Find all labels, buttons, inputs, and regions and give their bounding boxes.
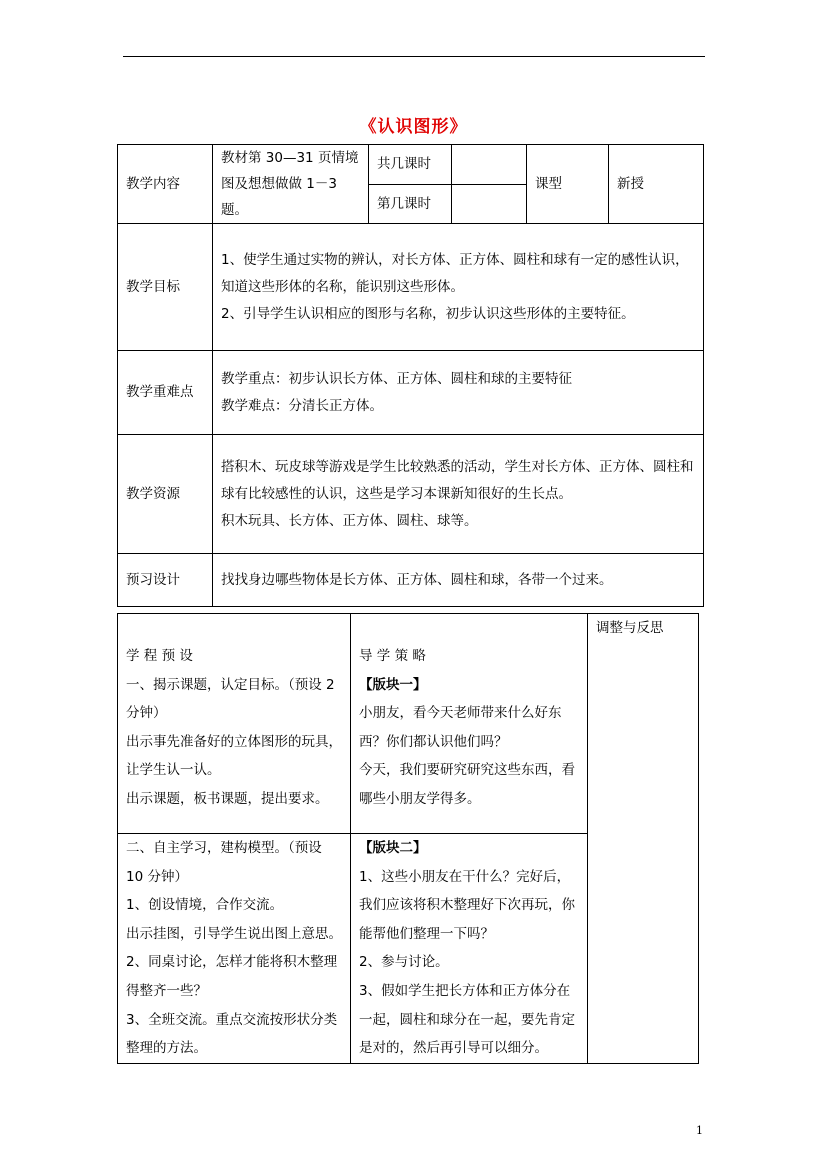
resources-cell [213, 435, 704, 554]
column-header: 导 学 策 略 [359, 648, 426, 664]
resources-label: 教学资源 [118, 435, 213, 554]
process-left-2 [118, 834, 351, 1064]
strategy-text: 3、假如学生把长方体和正方体分在一起，圆柱和球分在一起，要先肯定是对的，然后再引导可以细分。 [359, 982, 575, 1057]
block-heading: 【版块一】 [359, 676, 427, 693]
step-text: 出示挂图，引导学生说出图上意思。 [126, 925, 342, 942]
preview-label: 预习设计 [118, 554, 213, 607]
reflection-column [588, 614, 699, 1064]
content-text: 教材第 30—31 页情境图及想想做做 1－3 题。 [213, 145, 369, 224]
total-hours-label: 共几课时 [369, 145, 452, 185]
page-title: 《认识图形》 [359, 117, 468, 137]
goals-cell [213, 224, 704, 351]
column-header: 学 程 预 设 [126, 648, 193, 664]
strategy-text: 2、参与讨论。 [359, 954, 449, 971]
resource-item: 积木玩具、长方体、正方体、圆柱、球等。 [221, 512, 478, 529]
step-heading: 二、自主学习，建构模型。（预设 10 分钟） [126, 840, 322, 885]
resource-item: 搭积木、玩皮球等游戏是学生比较熟悉的活动，学生对长方体、正方体、圆柱和球有比较感性的认识，这些是学习本课新知很好的生长点。 [221, 458, 694, 502]
reflection-header: 调整与反思 [596, 620, 664, 636]
keypoints-cell [213, 351, 704, 435]
keypoint-item: 教学难点：分清长正方体。 [221, 397, 383, 414]
type-value: 新授 [609, 145, 704, 224]
step-text: 3、全班交流。重点交流按形状分类整理的方法。 [126, 1011, 338, 1057]
content-label: 教学内容 [118, 145, 213, 224]
strategy-text: 今天，我们要研究研究这些东西，看哪些小朋友学得多。 [359, 762, 575, 807]
total-hours-value [452, 145, 527, 185]
step-text: 出示事先准备好的立体图形的玩具，让学生认一认。 [126, 733, 342, 779]
step-text: 出示课题，板书课题，提出要求。 [126, 790, 329, 807]
process-left-1 [118, 614, 351, 834]
header-rule [123, 56, 705, 57]
which-hour-value [452, 185, 527, 224]
step-heading: 一、揭示课题，认定目标。（预设 2 分钟） [126, 676, 335, 722]
lesson-info-table [117, 144, 704, 607]
goal-item: 2、引导学生认识相应的图形与名称，初步认识这些形体的主要特征。 [221, 305, 635, 322]
type-label: 课型 [527, 145, 609, 224]
which-hour-label: 第几课时 [369, 185, 452, 224]
preview-text: 找找身边哪些物体是长方体、正方体、圆柱和球，各带一个过来。 [213, 554, 704, 607]
goals-label: 教学目标 [118, 224, 213, 351]
keypoints-label: 教学重难点 [118, 351, 213, 435]
page-number: 1 [696, 1124, 703, 1137]
keypoint-item: 教学重点：初步认识长方体、正方体、圆柱和球的主要特征 [221, 370, 572, 387]
step-text: 1、创设情境，合作交流。 [126, 897, 284, 914]
step-text: 2、同桌讨论，怎样才能将积木整理得整齐一些？ [126, 954, 338, 999]
strategy-text: 小朋友，看今天老师带来什么好东西？你们都认识他们吗？ [359, 705, 562, 750]
block-heading: 【版块二】 [359, 840, 427, 856]
teaching-process-table [117, 613, 699, 1064]
goal-item: 1、使学生通过实物的辨认，对长方体、正方体、圆柱和球有一定的感性认识，知道这些形体的名称，能识别这些形体。 [221, 251, 689, 295]
process-mid-2 [351, 834, 588, 1064]
process-mid-1 [351, 614, 588, 834]
strategy-text: 1、这些小朋友在干什么？完好后，我们应该将积木整理好下次再玩，你能帮他们整理一下吗？ [359, 868, 575, 942]
